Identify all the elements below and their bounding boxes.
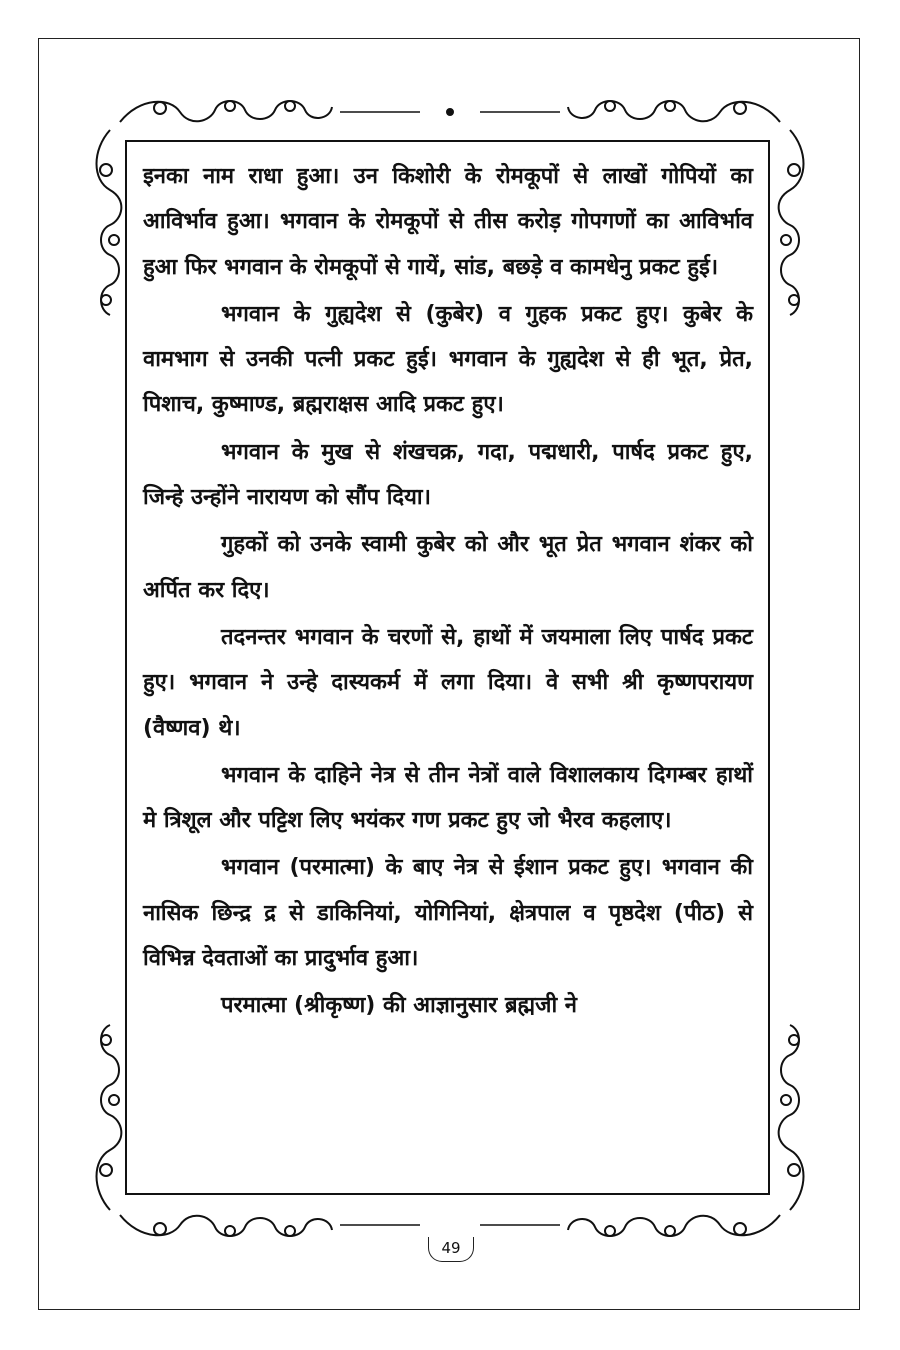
paragraph-6: भगवान के दाहिने नेत्र से तीन नेत्रों वाले विशालकाय दिगम्बर हाथों मे त्रिशूल और पट्टिश लिए भयंकर गण प्रकट हुए जो भैरव कहलाए। <box>143 762 753 834</box>
paragraph-5: तदनन्तर भगवान के चरणों से, हाथों में जयमाला लिए पार्षद प्रकट हुए। भगवान ने उन्हे दास्यकर्म में लगा दिया। वे सभी श्री कृष्णपरायण (वैष्णव) थे। <box>143 624 753 741</box>
paragraph-7: भगवान (परमात्मा) के बाए नेत्र से ईशान प्रकट हुए। भगवान की नासिक छिन्द्र द्र से डाकिनियां, योगिनियां, क्षेत्रपाल व पृष्ठदेश (पीठ) से विभिन्न देवताओं का प्रादुर्भाव हुआ। <box>143 855 753 972</box>
paragraph-1: इनका नाम राधा हुआ। उन किशोरी के रोमकूपों से लाखों गोपियों का आविर्भाव हुआ। भगवान के रोमकूपों से तीस करोड़ गोपगणों का आविर्भाव हुआ फिर भगवान के रोमकूपों से गायें, सांड, बछड़े व कामधेनु प्रकट हुई। <box>143 164 753 280</box>
right-ornament-icon <box>772 110 808 1230</box>
paragraph-3: भगवान के मुख से शंखचक्र, गदा, पद्मधारी, पार्षद प्रकट हुए, जिन्हे उन्होंने नारायण को सौंप दिया। <box>143 439 753 511</box>
top-ornament-icon <box>100 92 800 132</box>
left-ornament-icon <box>92 110 128 1230</box>
page-number: 49 <box>428 1237 474 1262</box>
paragraph-2: भगवान के गुह्यदेश से (कुबेर) व गुहक प्रकट हुए। कुबेर के वामभाग से उनकी पत्नी प्रकट हुई। भगवान के गुह्यदेश से ही भूत, प्रेत, पिशाच, कुष्माण्ड, ब्रह्मराक्षस आदि प्रकट हुए। <box>143 301 753 418</box>
paragraph-8: परमात्मा (श्रीकृष्ण) की आज्ञानुसार ब्रह्मजी ने <box>221 993 578 1019</box>
body-text <box>143 154 753 1031</box>
paragraph-4: गुहकों को उनके स्वामी कुबेर को और भूत प्रेत भगवान शंकर को अर्पित कर दिए। <box>143 532 753 603</box>
